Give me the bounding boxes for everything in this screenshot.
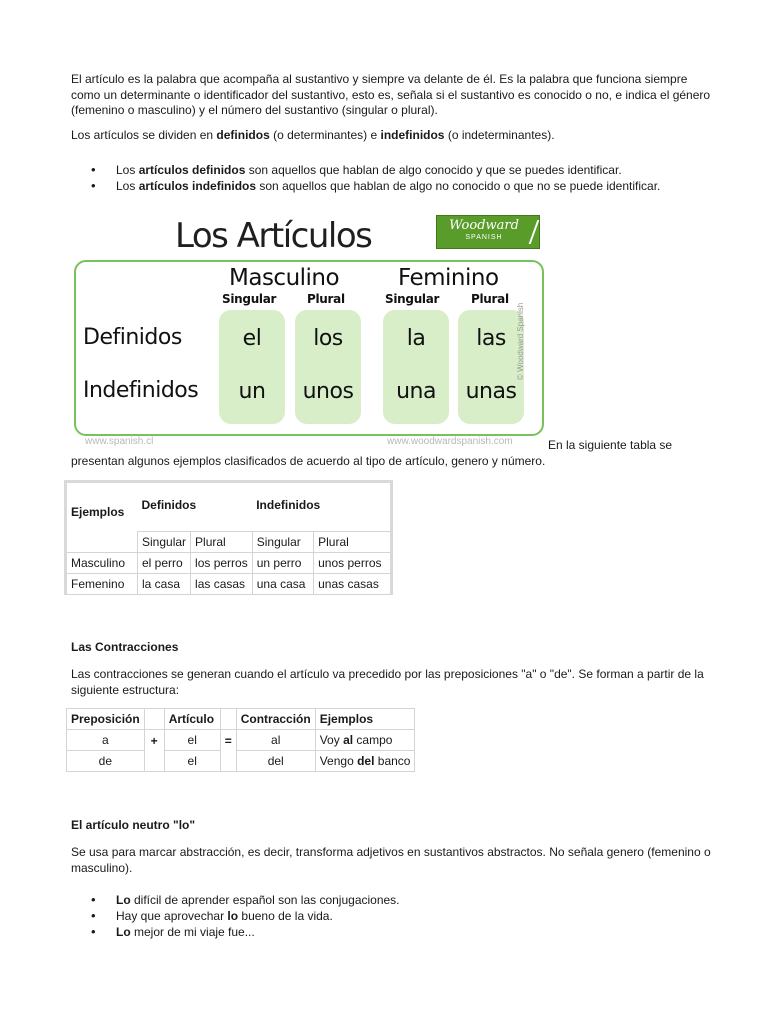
header-ejemplos: Ejemplos [71,505,125,520]
text: banco [374,754,411,768]
text: son aquellos que hablan de algo no conocido o que no se puede identificar. [256,179,661,193]
cell-una: una [396,379,436,404]
articulos-infographic [71,212,547,452]
table-cell: al [236,730,315,751]
table-cell [315,751,415,772]
table-cell: unas casas [314,574,392,595]
table-cell: las casas [191,574,253,595]
subheader-cell: Singular [138,532,191,553]
neutro-examples-list [71,892,400,940]
intro-paragraph: El artículo es la palabra que acompaña al sustantivo y siempre va delante de él. Es la palabra que funciona siempre como un determinante o identificador del sustantivo, esto es, señala si el sustantivo es conocido o no, e indica el género (femenino o masculino) y el número del sustantivo (singular o plural). [71,72,711,117]
bold-contraction: del [357,754,375,768]
footer-url-left: www.spanish.cl [85,436,154,447]
table-cell: el perro [138,553,191,574]
text: campo [353,733,393,747]
list-item [71,924,400,940]
text: Hay que aprovechar [116,909,228,923]
logo-subtext: SPANISH [465,234,503,241]
table-header-row [67,709,415,730]
header-articulo: Artículo [164,709,220,730]
caption-line-1: En la siguiente tabla se [548,438,673,452]
cell-unas: unas [465,379,517,404]
neutro-paragraph: Se usa para marcar abstracción, es decir, transforma adjetivos en sustantivos abstractos. No señala genero (femenino o masculino). [71,845,711,875]
table-cell: una casa [252,574,313,595]
header-ejemplos: Ejemplos [315,709,415,730]
definitions-list [71,162,660,194]
woodward-logo [436,215,540,249]
header-preposicion: Preposición [67,709,145,730]
bold-term: artículos definidos [138,163,246,177]
bold-lo: Lo [116,925,131,939]
text: (o indeterminantes). [444,128,555,142]
footer-url-right: www.woodwardspanish.com [387,436,513,447]
bold-lo: lo [227,909,239,923]
table-cell: la casa [138,574,191,595]
cell-la: la [406,326,426,351]
text: Los artículos se dividen en [71,128,217,142]
table-row [66,553,392,574]
text: Vengo [319,754,358,768]
side-credit: © Woodward Spanish [516,302,525,380]
table-cell: el [164,751,220,772]
header-indefinidos: Indefinidos [256,498,321,512]
divisions-paragraph [71,128,711,144]
text: (o determinantes) e [269,128,381,142]
neutro-heading: El artículo neutro "lo" [71,818,196,832]
subheader-cell: Singular [252,532,313,553]
table-row [67,730,415,751]
empty-cell [144,709,164,730]
cell-las: las [476,326,506,351]
feminino-heading: Feminino [398,265,499,291]
cell-un: un [238,379,266,404]
cell-el: el [242,326,262,351]
singular-label: Singular [385,292,440,306]
plus-sign: + [144,730,164,772]
caption-line-2: presentan algunos ejemplos clasificados de acuerdo al tipo de artículo, genero y número. [71,454,546,468]
table-cell: Femenino [66,574,138,595]
table-cell [315,730,415,751]
masculino-heading: Masculino [229,265,340,291]
list-item [71,908,400,924]
table-cell: del [236,751,315,772]
table-subheader-row [66,532,392,553]
row-label-indefinidos: Indefinidos [83,378,199,403]
header-definidos: Definidos [141,498,197,512]
cell-unos: unos [302,379,354,404]
contracciones-table [66,708,415,772]
bold-contraction: al [343,733,354,747]
table-cell: Masculino [66,553,138,574]
text: son aquellos que hablan de algo conocido y que se puedes identificar. [245,163,622,177]
table-cell: el [164,730,220,751]
table-cell: los perros [191,553,253,574]
bold-definidos: definidos [216,128,270,142]
text: difícil de aprender español son las conjugaciones. [130,893,400,907]
text: bueno de la vida. [238,909,333,923]
text: mejor de mi viaje fue... [130,925,255,939]
table-cell: a [67,730,145,751]
examples-table [64,480,393,595]
contracciones-heading: Las Contracciones [71,640,179,654]
logo-text: Woodward [449,218,519,233]
bold-indefinidos: indefinidos [380,128,445,142]
table-header-row [66,482,392,532]
table-row [66,574,392,595]
plural-label: Plural [471,292,509,306]
contracciones-paragraph: Las contracciones se generan cuando el artículo va precedido por las preposiciones "a" o "de". Se forman a partir de la siguiente estructura: [71,667,704,697]
table-cell: unos perros [314,553,392,574]
cell-los: los [313,326,343,351]
plural-label: Plural [307,292,345,306]
bold-term: artículos indefinidos [138,179,257,193]
text: Voy [319,733,344,747]
list-item [71,162,660,178]
singular-label: Singular [222,292,277,306]
table-row [67,751,415,772]
table-cell: de [67,751,145,772]
subheader-cell: Plural [191,532,253,553]
list-item [71,892,400,908]
empty-cell [220,709,236,730]
infographic-title: Los Artículos [175,216,372,256]
text: Los [116,163,139,177]
header-contraccion: Contracción [236,709,315,730]
equals-sign: = [220,730,236,772]
subheader-cell: Plural [314,532,392,553]
bold-lo: Lo [116,893,131,907]
table-cell: un perro [252,553,313,574]
list-item [71,178,660,194]
empty-cell [66,532,138,553]
text: Los [116,179,139,193]
row-label-definidos: Definidos [83,325,182,350]
